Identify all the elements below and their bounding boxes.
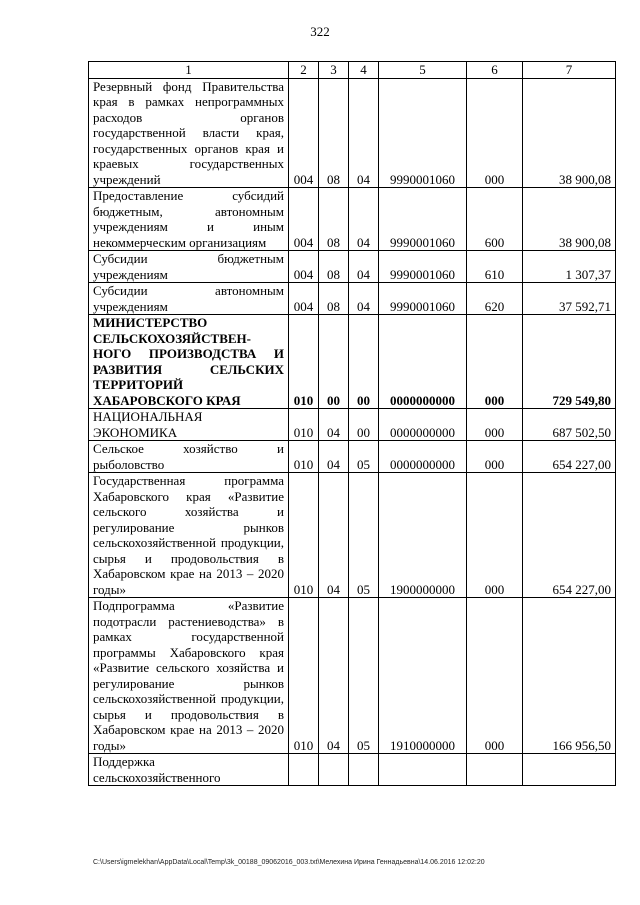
table-row: [89, 283, 616, 315]
row-rz: 04: [319, 409, 349, 441]
table-header-row: [89, 62, 616, 79]
row-rz: 08: [319, 188, 349, 251]
row-csr: 0000000000: [379, 315, 467, 409]
row-rz: 08: [319, 78, 349, 188]
table-row: [89, 251, 616, 283]
row-pr: [349, 754, 379, 786]
row-rz: 04: [319, 598, 349, 754]
row-sum: 687 502,50: [523, 409, 616, 441]
row-pr: 05: [349, 473, 379, 598]
row-sum: 1 307,37: [523, 251, 616, 283]
row-rz: 00: [319, 315, 349, 409]
column-header: 3: [319, 62, 349, 79]
row-sum: 166 956,50: [523, 598, 616, 754]
table-row: [89, 754, 616, 786]
table-row: [89, 441, 616, 473]
column-header: 2: [289, 62, 319, 79]
row-name: Государственная программа Хабаровского края «Развитие сельского хозяйства и регулирование рынков сельскохозяйственной продукции, сырья и продовольствия в Хабаровском крае на 2013 – 2020 годы»: [89, 473, 289, 598]
row-rz: 04: [319, 473, 349, 598]
row-pr: 04: [349, 283, 379, 315]
file-path-footer: C:\Users\igmelekhan\AppData\Local\Temp\3k_00188_09062016_003.txt\Мелехина Ирина Геннадьевна\14.06.2016 12:02:20: [93, 859, 485, 866]
row-sum: 38 900,08: [523, 188, 616, 251]
row-vr: 610: [467, 251, 523, 283]
column-header: 5: [379, 62, 467, 79]
table-row: [89, 315, 616, 409]
table-row: [89, 409, 616, 441]
row-pr: 04: [349, 78, 379, 188]
row-vr: 000: [467, 78, 523, 188]
row-sum: 729 549,80: [523, 315, 616, 409]
row-ved: 010: [289, 409, 319, 441]
row-ved: 004: [289, 188, 319, 251]
row-sum: 654 227,00: [523, 441, 616, 473]
row-csr: 9990001060: [379, 251, 467, 283]
row-name: Поддержка сельскохозяйственного: [89, 754, 289, 786]
column-header: 6: [467, 62, 523, 79]
row-name: НАЦИОНАЛЬНАЯ ЭКОНОМИКА: [89, 409, 289, 441]
row-vr: 000: [467, 315, 523, 409]
row-vr: 000: [467, 598, 523, 754]
row-rz: 04: [319, 441, 349, 473]
row-csr: 0000000000: [379, 441, 467, 473]
row-pr: 00: [349, 409, 379, 441]
row-pr: 04: [349, 251, 379, 283]
row-csr: 9990001060: [379, 283, 467, 315]
row-name: Субсидии бюджетным учреждениям: [89, 251, 289, 283]
row-ved: 010: [289, 315, 319, 409]
row-pr: 05: [349, 441, 379, 473]
row-ved: 004: [289, 283, 319, 315]
row-csr: 1910000000: [379, 598, 467, 754]
table-row: [89, 78, 616, 188]
table-row: [89, 188, 616, 251]
page-number: 322: [310, 24, 330, 39]
row-ved: [289, 754, 319, 786]
row-ved: 004: [289, 251, 319, 283]
row-ved: 004: [289, 78, 319, 188]
row-pr: 05: [349, 598, 379, 754]
row-vr: 000: [467, 441, 523, 473]
row-sum: [523, 754, 616, 786]
row-name: Сельское хозяйство и рыболовство: [89, 441, 289, 473]
row-csr: 9990001060: [379, 78, 467, 188]
row-vr: 000: [467, 409, 523, 441]
row-ved: 010: [289, 598, 319, 754]
row-sum: 654 227,00: [523, 473, 616, 598]
row-rz: [319, 754, 349, 786]
row-sum: 37 592,71: [523, 283, 616, 315]
row-ved: 010: [289, 441, 319, 473]
row-rz: 08: [319, 251, 349, 283]
row-name: Резервный фонд Правительства края в рамках непрограммных расходов органов государственной власти края, государственных органов края и краевых государственных учреждений: [89, 78, 289, 188]
row-vr: 000: [467, 473, 523, 598]
table-row: [89, 598, 616, 754]
table-row: [89, 473, 616, 598]
row-ved: 010: [289, 473, 319, 598]
row-pr: 00: [349, 315, 379, 409]
row-csr: 1900000000: [379, 473, 467, 598]
row-name: Предоставление субсидий бюджетным, автономным учреждениям и иным некоммерческим организациям: [89, 188, 289, 251]
row-vr: 600: [467, 188, 523, 251]
row-csr: 0000000000: [379, 409, 467, 441]
row-vr: [467, 754, 523, 786]
row-rz: 08: [319, 283, 349, 315]
row-pr: 04: [349, 188, 379, 251]
row-name: Субсидии автономным учреждениям: [89, 283, 289, 315]
row-sum: 38 900,08: [523, 78, 616, 188]
row-csr: [379, 754, 467, 786]
column-header: 4: [349, 62, 379, 79]
row-csr: 9990001060: [379, 188, 467, 251]
budget-table: [88, 61, 616, 786]
row-name: МИНИСТЕРСТВО СЕЛЬСКОХОЗЯЙСТВЕН-НОГО ПРОИЗВОДСТВА И РАЗВИТИЯ СЕЛЬСКИХ ТЕРРИТОРИЙ ХАБАРОВСКОГО КРАЯ: [89, 315, 289, 409]
row-name: Подпрограмма «Развитие подотрасли растениеводства» в рамках государственной программы Хабаровского края «Развитие сельского хозяйства и регулирование рынков сельскохозяйственной продукции, сырья и продовольствия в Хабаровском крае на 2013 – 2020 годы»: [89, 598, 289, 754]
row-vr: 620: [467, 283, 523, 315]
column-header: 1: [89, 62, 289, 79]
column-header: 7: [523, 62, 616, 79]
